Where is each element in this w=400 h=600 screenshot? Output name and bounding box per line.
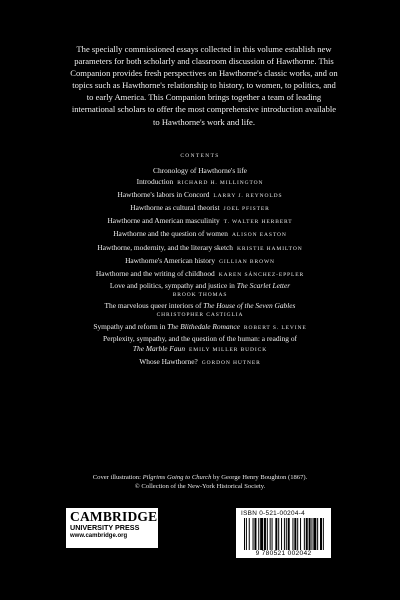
- toc-entry: [0, 268, 400, 281]
- cover-credit-title: Pilgrims Going to Church: [142, 474, 212, 481]
- toc-entry-author: ALISON EASTON: [231, 232, 287, 239]
- cover-credit-copyright: © Collection of the New-York Historical Society.: [134, 482, 266, 490]
- toc-entry-title: Sympathy and reform in: [93, 321, 166, 331]
- toc-entry: [0, 334, 400, 355]
- toc-entry-title: Hawthorne as cultural theorist: [130, 203, 220, 213]
- toc-entry: [0, 301, 400, 320]
- toc-entry-title: Hawthorne's American history: [125, 255, 216, 265]
- toc-entry-title-italic: The Scarlet Letter: [236, 280, 291, 290]
- toc-entry: [0, 255, 400, 268]
- toc-entry-author: BROOK THOMAS: [172, 291, 228, 298]
- cover-illustration-credit: [0, 474, 400, 491]
- cover-credit-prefix: Cover illustration:: [92, 474, 143, 481]
- toc-entry-title-italic: The House of the Seven Gables: [203, 300, 296, 310]
- toc-entry-title: Whose Hawthorne?: [139, 356, 198, 366]
- toc-entry-title: Perplexity, sympathy, and the question of the human: a reading of: [102, 333, 298, 343]
- toc-entry-title: Introduction: [136, 177, 174, 187]
- barcode-icon: [244, 518, 324, 550]
- back-cover-blurb: The specially commissioned essays collected in this volume establish new parameters for both scholarly and classroom discussion of Hawthorne. This Companion provides fresh perspectives on Hawthorne's classic works, and on topics such as Hawthorne's relationship to history, to women, to politics, and to early America. This Companion brings together a team of leading international scholars to offer the most comprehensive introduction available to Hawthorne's work and life.: [70, 44, 338, 127]
- toc-entry-title: Hawthorne and the writing of childhood: [95, 268, 215, 278]
- toc-entry-author: JOEL PFISTER: [223, 206, 270, 213]
- toc-entry-author: KRISTIE HAMILTON: [237, 245, 303, 252]
- toc-entry: [0, 202, 400, 215]
- toc-entry-author: KAREN SÁNCHEZ-EPPLER: [218, 271, 305, 278]
- toc-entry-title: The marvelous queer interiors of: [104, 300, 202, 310]
- toc-entry-author: RICHARD H. MILLINGTON: [177, 180, 264, 187]
- toc-entry-title-italic: The Marble Faun: [132, 343, 186, 353]
- publisher-name: CAMBRIDGE: [70, 509, 158, 524]
- toc-entry: [0, 189, 400, 202]
- isbn-barcode-block: [236, 508, 331, 558]
- publisher-url: www.cambridge.org: [70, 533, 128, 539]
- toc-entry-author: T. WALTER HERBERT: [223, 219, 293, 226]
- publisher-logo: [66, 508, 158, 548]
- toc-entry: [0, 356, 400, 369]
- contents-heading: CONTENTS: [180, 153, 220, 159]
- publisher-subtitle: UNIVERSITY PRESS: [70, 523, 140, 532]
- toc-entry: [0, 176, 400, 189]
- toc-entry-author: EMILY MILLER BUDICK: [189, 346, 268, 353]
- isbn-label: ISBN 0-521-00204-4: [241, 510, 306, 517]
- toc-entry: [0, 321, 400, 334]
- toc-entry-title: Hawthorne's labors in Concord: [117, 190, 210, 200]
- toc-entry: [0, 242, 400, 255]
- toc-entry-author: CHRISTOPHER CASTIGLIA: [156, 311, 244, 318]
- toc-entry: [0, 165, 400, 176]
- cover-credit-suffix: by George Henry Boughton (1867).: [211, 474, 308, 481]
- toc-entry-title: Hawthorne, modernity, and the literary sketch: [97, 242, 233, 252]
- toc-entry-title: Chronology of Hawthorne's life: [153, 166, 247, 175]
- toc-entry-author: ROBERT S. LEVINE: [243, 324, 307, 331]
- toc-entry-author: GILLIAN BROWN: [219, 258, 275, 265]
- toc-entry-title-italic: The Blithedale Romance: [167, 321, 240, 331]
- toc-entry-author: GORDON HUTNER: [201, 359, 261, 366]
- toc-entry-title: Hawthorne and the question of women: [113, 229, 228, 239]
- toc-entry-title: Hawthorne and American masculinity: [107, 216, 220, 226]
- toc-entry-author: LARRY J. REYNOLDS: [213, 193, 283, 200]
- toc-entry: [0, 281, 400, 300]
- barcode-number: 9 780521 002042: [255, 550, 312, 557]
- table-of-contents: [0, 165, 400, 369]
- toc-entry: [0, 228, 400, 241]
- toc-entry: [0, 215, 400, 228]
- toc-entry-title: Love and politics, sympathy and justice in: [109, 280, 235, 290]
